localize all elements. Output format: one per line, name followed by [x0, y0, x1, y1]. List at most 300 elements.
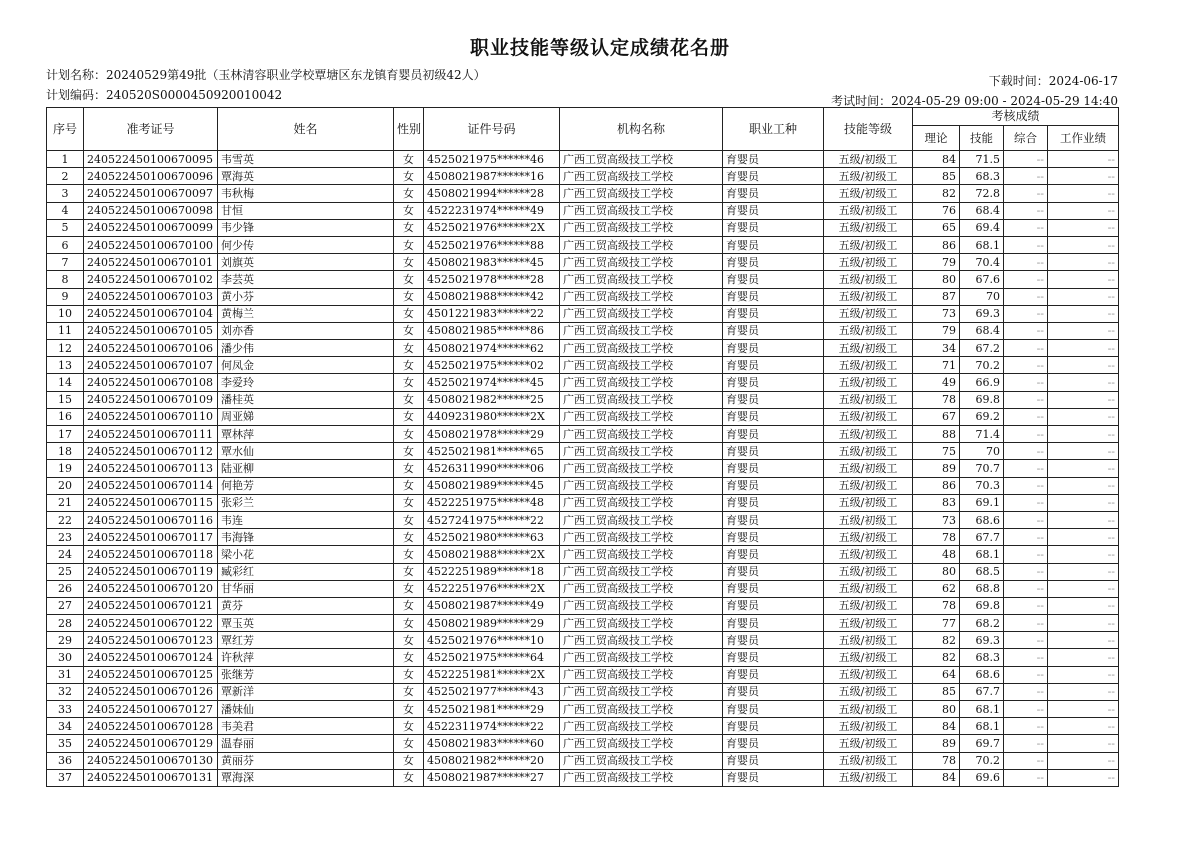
- row-work: --: [1048, 718, 1119, 735]
- row-name: 梁小花: [218, 546, 394, 563]
- row-overall: --: [1004, 426, 1048, 443]
- row-occupation: 育婴员: [723, 357, 824, 374]
- row-level: 五级/初级工: [824, 666, 913, 683]
- row-ticket: 240522450100670123: [84, 632, 218, 649]
- row-seq: 17: [47, 426, 84, 443]
- row-occupation: 育婴员: [723, 322, 824, 339]
- row-occupation: 育婴员: [723, 752, 824, 769]
- plan-code: 计划编码：240520S0000450920010042: [46, 88, 283, 102]
- row-theory: 78: [913, 391, 960, 408]
- row-seq: 33: [47, 701, 84, 718]
- row-seq: 30: [47, 649, 84, 666]
- row-theory: 48: [913, 546, 960, 563]
- row-occupation: 育婴员: [723, 151, 824, 168]
- row-name: 李芸英: [218, 271, 394, 288]
- row-overall: --: [1004, 236, 1048, 253]
- row-ticket: 240522450100670118: [84, 546, 218, 563]
- row-level: 五级/初级工: [824, 202, 913, 219]
- row-work: --: [1048, 357, 1119, 374]
- row-gender: 女: [394, 340, 424, 357]
- row-ticket: 240522450100670128: [84, 718, 218, 735]
- row-overall: --: [1004, 357, 1048, 374]
- row-skill: 69.3: [960, 305, 1004, 322]
- row-work: --: [1048, 529, 1119, 546]
- row-skill: 68.6: [960, 511, 1004, 528]
- row-theory: 85: [913, 168, 960, 185]
- row-name: 黄芬: [218, 597, 394, 614]
- table-row: [47, 151, 1119, 168]
- row-name: 覃水仙: [218, 443, 394, 460]
- row-name: 覃林萍: [218, 426, 394, 443]
- row-overall: --: [1004, 168, 1048, 185]
- row-ticket: 240522450100670121: [84, 597, 218, 614]
- row-id-number: 4522231974******49: [424, 202, 560, 219]
- row-work: --: [1048, 632, 1119, 649]
- row-ticket: 240522450100670113: [84, 460, 218, 477]
- row-seq: 27: [47, 597, 84, 614]
- table-row: [47, 718, 1119, 735]
- row-id-number: 4525021981******65: [424, 443, 560, 460]
- row-work: --: [1048, 546, 1119, 563]
- row-gender: 女: [394, 322, 424, 339]
- row-theory: 86: [913, 236, 960, 253]
- row-name: 覃红芳: [218, 632, 394, 649]
- row-skill: 71.5: [960, 151, 1004, 168]
- row-theory: 83: [913, 494, 960, 511]
- table-row: [47, 752, 1119, 769]
- row-name: 潘少伟: [218, 340, 394, 357]
- row-ticket: 240522450100670109: [84, 391, 218, 408]
- row-overall: --: [1004, 322, 1048, 339]
- row-theory: 82: [913, 185, 960, 202]
- row-org: 广西工贸高级技工学校: [560, 580, 723, 597]
- row-name: 黄小芬: [218, 288, 394, 305]
- row-level: 五级/初级工: [824, 305, 913, 322]
- row-id-number: 4508021974******62: [424, 340, 560, 357]
- row-seq: 36: [47, 752, 84, 769]
- row-seq: 6: [47, 236, 84, 253]
- row-seq: 10: [47, 305, 84, 322]
- roster-body: [47, 151, 1119, 787]
- row-seq: 16: [47, 408, 84, 425]
- row-org: 广西工贸高级技工学校: [560, 752, 723, 769]
- row-id-number: 4508021982******20: [424, 752, 560, 769]
- row-level: 五级/初级工: [824, 752, 913, 769]
- row-name: 韦少锋: [218, 219, 394, 236]
- row-overall: --: [1004, 701, 1048, 718]
- row-seq: 13: [47, 357, 84, 374]
- row-occupation: 育婴员: [723, 168, 824, 185]
- row-skill: 70.2: [960, 752, 1004, 769]
- page-title: 职业技能等级认定成绩花名册: [469, 37, 730, 59]
- row-org: 广西工贸高级技工学校: [560, 494, 723, 511]
- row-ticket: 240522450100670106: [84, 340, 218, 357]
- row-name: 韦连: [218, 511, 394, 528]
- row-name: 覃海英: [218, 168, 394, 185]
- row-overall: --: [1004, 340, 1048, 357]
- row-theory: 76: [913, 202, 960, 219]
- row-work: --: [1048, 271, 1119, 288]
- row-skill: 69.3: [960, 632, 1004, 649]
- row-overall: --: [1004, 752, 1048, 769]
- row-org: 广西工贸高级技工学校: [560, 718, 723, 735]
- row-id-number: 4526311990******06: [424, 460, 560, 477]
- table-row: [47, 426, 1119, 443]
- row-work: --: [1048, 649, 1119, 666]
- row-overall: --: [1004, 271, 1048, 288]
- table-row: [47, 597, 1119, 614]
- row-level: 五级/初级工: [824, 563, 913, 580]
- row-seq: 23: [47, 529, 84, 546]
- row-level: 五级/初级工: [824, 632, 913, 649]
- row-overall: --: [1004, 511, 1048, 528]
- row-org: 广西工贸高级技工学校: [560, 443, 723, 460]
- row-org: 广西工贸高级技工学校: [560, 219, 723, 236]
- table-row: [47, 701, 1119, 718]
- row-id-number: 4525021978******28: [424, 271, 560, 288]
- row-gender: 女: [394, 391, 424, 408]
- row-gender: 女: [394, 357, 424, 374]
- row-id-number: 4525021975******46: [424, 151, 560, 168]
- row-occupation: 育婴员: [723, 408, 824, 425]
- header-name: 姓名: [218, 108, 394, 151]
- row-theory: 80: [913, 271, 960, 288]
- table-row: [47, 305, 1119, 322]
- row-seq: 19: [47, 460, 84, 477]
- row-theory: 78: [913, 529, 960, 546]
- row-seq: 20: [47, 477, 84, 494]
- row-name: 黄丽芬: [218, 752, 394, 769]
- row-seq: 11: [47, 322, 84, 339]
- row-level: 五级/初级工: [824, 460, 913, 477]
- row-ticket: 240522450100670110: [84, 408, 218, 425]
- row-theory: 84: [913, 718, 960, 735]
- row-org: 广西工贸高级技工学校: [560, 408, 723, 425]
- row-skill: 70.3: [960, 477, 1004, 494]
- row-work: --: [1048, 460, 1119, 477]
- row-skill: 68.5: [960, 563, 1004, 580]
- row-gender: 女: [394, 254, 424, 271]
- row-name: 覃新洋: [218, 683, 394, 700]
- row-skill: 70.2: [960, 357, 1004, 374]
- row-occupation: 育婴员: [723, 735, 824, 752]
- row-org: 广西工贸高级技工学校: [560, 511, 723, 528]
- header-score-group: 考核成绩: [913, 108, 1119, 126]
- row-gender: 女: [394, 666, 424, 683]
- row-name: 覃海深: [218, 769, 394, 786]
- row-gender: 女: [394, 735, 424, 752]
- row-work: --: [1048, 202, 1119, 219]
- row-id-number: 4525021980******63: [424, 529, 560, 546]
- row-gender: 女: [394, 615, 424, 632]
- row-overall: --: [1004, 563, 1048, 580]
- row-id-number: 4508021987******49: [424, 597, 560, 614]
- row-gender: 女: [394, 649, 424, 666]
- row-gender: 女: [394, 168, 424, 185]
- row-overall: --: [1004, 718, 1048, 735]
- row-occupation: 育婴员: [723, 597, 824, 614]
- row-seq: 5: [47, 219, 84, 236]
- row-occupation: 育婴员: [723, 701, 824, 718]
- row-id-number: 4522251981******2X: [424, 666, 560, 683]
- row-ticket: 240522450100670095: [84, 151, 218, 168]
- row-level: 五级/初级工: [824, 185, 913, 202]
- row-gender: 女: [394, 271, 424, 288]
- row-work: --: [1048, 408, 1119, 425]
- row-name: 臧彩红: [218, 563, 394, 580]
- row-overall: --: [1004, 494, 1048, 511]
- row-gender: 女: [394, 683, 424, 700]
- row-occupation: 育婴员: [723, 649, 824, 666]
- table-row: [47, 185, 1119, 202]
- row-overall: --: [1004, 546, 1048, 563]
- table-row: [47, 236, 1119, 253]
- row-level: 五级/初级工: [824, 374, 913, 391]
- row-ticket: 240522450100670107: [84, 357, 218, 374]
- row-seq: 29: [47, 632, 84, 649]
- row-level: 五级/初级工: [824, 597, 913, 614]
- table-row: [47, 202, 1119, 219]
- row-ticket: 240522450100670125: [84, 666, 218, 683]
- row-id-number: 4508021987******16: [424, 168, 560, 185]
- table-row: [47, 219, 1119, 236]
- row-skill: 68.1: [960, 236, 1004, 253]
- row-org: 广西工贸高级技工学校: [560, 546, 723, 563]
- row-occupation: 育婴员: [723, 460, 824, 477]
- row-theory: 80: [913, 563, 960, 580]
- header-occupation: 职业工种: [723, 108, 824, 151]
- row-seq: 26: [47, 580, 84, 597]
- row-level: 五级/初级工: [824, 288, 913, 305]
- row-gender: 女: [394, 769, 424, 786]
- row-ticket: 240522450100670104: [84, 305, 218, 322]
- row-seq: 3: [47, 185, 84, 202]
- row-id-number: 4508021978******29: [424, 426, 560, 443]
- row-id-number: 4525021977******43: [424, 683, 560, 700]
- row-ticket: 240522450100670099: [84, 219, 218, 236]
- row-occupation: 育婴员: [723, 563, 824, 580]
- row-gender: 女: [394, 460, 424, 477]
- row-seq: 14: [47, 374, 84, 391]
- row-level: 五级/初级工: [824, 236, 913, 253]
- table-row: [47, 683, 1119, 700]
- row-level: 五级/初级工: [824, 254, 913, 271]
- row-ticket: 240522450100670097: [84, 185, 218, 202]
- row-skill: 71.4: [960, 426, 1004, 443]
- table-row: [47, 374, 1119, 391]
- row-org: 广西工贸高级技工学校: [560, 168, 723, 185]
- row-theory: 84: [913, 769, 960, 786]
- row-skill: 69.2: [960, 408, 1004, 425]
- row-theory: 78: [913, 597, 960, 614]
- row-id-number: 4508021989******29: [424, 615, 560, 632]
- row-ticket: 240522450100670096: [84, 168, 218, 185]
- row-id-number: 4508021989******45: [424, 477, 560, 494]
- row-seq: 8: [47, 271, 84, 288]
- row-level: 五级/初级工: [824, 529, 913, 546]
- row-gender: 女: [394, 477, 424, 494]
- row-occupation: 育婴员: [723, 546, 824, 563]
- row-gender: 女: [394, 305, 424, 322]
- row-seq: 15: [47, 391, 84, 408]
- row-gender: 女: [394, 219, 424, 236]
- row-level: 五级/初级工: [824, 408, 913, 425]
- row-overall: --: [1004, 151, 1048, 168]
- row-seq: 35: [47, 735, 84, 752]
- row-org: 广西工贸高级技工学校: [560, 254, 723, 271]
- row-ticket: 240522450100670129: [84, 735, 218, 752]
- row-id-number: 4508021994******28: [424, 185, 560, 202]
- row-id-number: 4525021976******2X: [424, 219, 560, 236]
- row-occupation: 育婴员: [723, 718, 824, 735]
- row-seq: 7: [47, 254, 84, 271]
- row-gender: 女: [394, 718, 424, 735]
- row-level: 五级/初级工: [824, 426, 913, 443]
- row-skill: 69.8: [960, 391, 1004, 408]
- row-work: --: [1048, 254, 1119, 271]
- row-level: 五级/初级工: [824, 546, 913, 563]
- row-skill: 67.6: [960, 271, 1004, 288]
- row-org: 广西工贸高级技工学校: [560, 426, 723, 443]
- row-work: --: [1048, 391, 1119, 408]
- row-theory: 79: [913, 254, 960, 271]
- row-id-number: 4501221983******22: [424, 305, 560, 322]
- row-work: --: [1048, 580, 1119, 597]
- table-row: [47, 271, 1119, 288]
- row-occupation: 育婴员: [723, 236, 824, 253]
- row-skill: 68.3: [960, 168, 1004, 185]
- row-name: 黄梅兰: [218, 305, 394, 322]
- row-theory: 79: [913, 322, 960, 339]
- row-ticket: 240522450100670112: [84, 443, 218, 460]
- row-theory: 82: [913, 632, 960, 649]
- row-id-number: 4508021988******2X: [424, 546, 560, 563]
- row-name: 潘妹仙: [218, 701, 394, 718]
- row-theory: 86: [913, 477, 960, 494]
- row-skill: 69.6: [960, 769, 1004, 786]
- row-org: 广西工贸高级技工学校: [560, 632, 723, 649]
- row-overall: --: [1004, 615, 1048, 632]
- row-theory: 75: [913, 443, 960, 460]
- table-row: [47, 168, 1119, 185]
- row-overall: --: [1004, 597, 1048, 614]
- row-id-number: 4522251975******48: [424, 494, 560, 511]
- row-work: --: [1048, 185, 1119, 202]
- header-level: 技能等级: [824, 108, 913, 151]
- row-org: 广西工贸高级技工学校: [560, 477, 723, 494]
- row-skill: 69.4: [960, 219, 1004, 236]
- row-theory: 71: [913, 357, 960, 374]
- row-skill: 67.7: [960, 683, 1004, 700]
- row-occupation: 育婴员: [723, 615, 824, 632]
- table-row: [47, 391, 1119, 408]
- row-occupation: 育婴员: [723, 254, 824, 271]
- row-id-number: 4522251989******18: [424, 563, 560, 580]
- row-id-number: 4525021976******88: [424, 236, 560, 253]
- row-name: 覃玉英: [218, 615, 394, 632]
- row-skill: 70.4: [960, 254, 1004, 271]
- header-org: 机构名称: [560, 108, 723, 151]
- row-occupation: 育婴员: [723, 511, 824, 528]
- row-skill: 68.1: [960, 701, 1004, 718]
- row-name: 甘恒: [218, 202, 394, 219]
- table-row: [47, 443, 1119, 460]
- table-row: [47, 477, 1119, 494]
- row-id-number: 4522251976******2X: [424, 580, 560, 597]
- table-row: [47, 632, 1119, 649]
- row-gender: 女: [394, 701, 424, 718]
- row-work: --: [1048, 563, 1119, 580]
- row-level: 五级/初级工: [824, 683, 913, 700]
- row-level: 五级/初级工: [824, 511, 913, 528]
- row-seq: 37: [47, 769, 84, 786]
- row-id-number: 4525021981******29: [424, 701, 560, 718]
- row-work: --: [1048, 219, 1119, 236]
- row-occupation: 育婴员: [723, 443, 824, 460]
- row-gender: 女: [394, 529, 424, 546]
- row-org: 广西工贸高级技工学校: [560, 288, 723, 305]
- row-occupation: 育婴员: [723, 271, 824, 288]
- row-name: 韦雪英: [218, 151, 394, 168]
- row-occupation: 育婴员: [723, 340, 824, 357]
- row-id-number: 4525021976******10: [424, 632, 560, 649]
- table-row: [47, 494, 1119, 511]
- row-gender: 女: [394, 632, 424, 649]
- exam-time: 考试时间：2024-05-29 09:00 - 2024-05-29 14:40: [831, 94, 1118, 108]
- row-overall: --: [1004, 529, 1048, 546]
- row-level: 五级/初级工: [824, 718, 913, 735]
- row-level: 五级/初级工: [824, 735, 913, 752]
- row-ticket: 240522450100670120: [84, 580, 218, 597]
- table-row: [47, 666, 1119, 683]
- row-skill: 67.7: [960, 529, 1004, 546]
- row-level: 五级/初级工: [824, 769, 913, 786]
- row-work: --: [1048, 597, 1119, 614]
- row-ticket: 240522450100670111: [84, 426, 218, 443]
- row-org: 广西工贸高级技工学校: [560, 374, 723, 391]
- header-overall: 综合: [1004, 126, 1048, 151]
- row-overall: --: [1004, 305, 1048, 322]
- row-gender: 女: [394, 236, 424, 253]
- row-theory: 34: [913, 340, 960, 357]
- row-ticket: 240522450100670130: [84, 752, 218, 769]
- row-ticket: 240522450100670126: [84, 683, 218, 700]
- row-work: --: [1048, 322, 1119, 339]
- table-row: [47, 769, 1119, 786]
- row-ticket: 240522450100670114: [84, 477, 218, 494]
- row-org: 广西工贸高级技工学校: [560, 701, 723, 718]
- row-theory: 77: [913, 615, 960, 632]
- row-occupation: 育婴员: [723, 185, 824, 202]
- row-org: 广西工贸高级技工学校: [560, 322, 723, 339]
- row-name: 韦海锋: [218, 529, 394, 546]
- row-overall: --: [1004, 580, 1048, 597]
- row-work: --: [1048, 477, 1119, 494]
- plan-name: 计划名称：20240529第49批（玉林清容职业学校覃塘区东龙镇育婴员初级42人）: [46, 68, 486, 82]
- row-skill: 68.6: [960, 666, 1004, 683]
- score-roster-table: [46, 107, 1119, 787]
- row-level: 五级/初级工: [824, 615, 913, 632]
- row-org: 广西工贸高级技工学校: [560, 529, 723, 546]
- row-seq: 28: [47, 615, 84, 632]
- row-seq: 9: [47, 288, 84, 305]
- row-ticket: 240522450100670124: [84, 649, 218, 666]
- row-work: --: [1048, 752, 1119, 769]
- header-id-number: 证件号码: [424, 108, 560, 151]
- row-ticket: 240522450100670103: [84, 288, 218, 305]
- row-level: 五级/初级工: [824, 151, 913, 168]
- row-gender: 女: [394, 597, 424, 614]
